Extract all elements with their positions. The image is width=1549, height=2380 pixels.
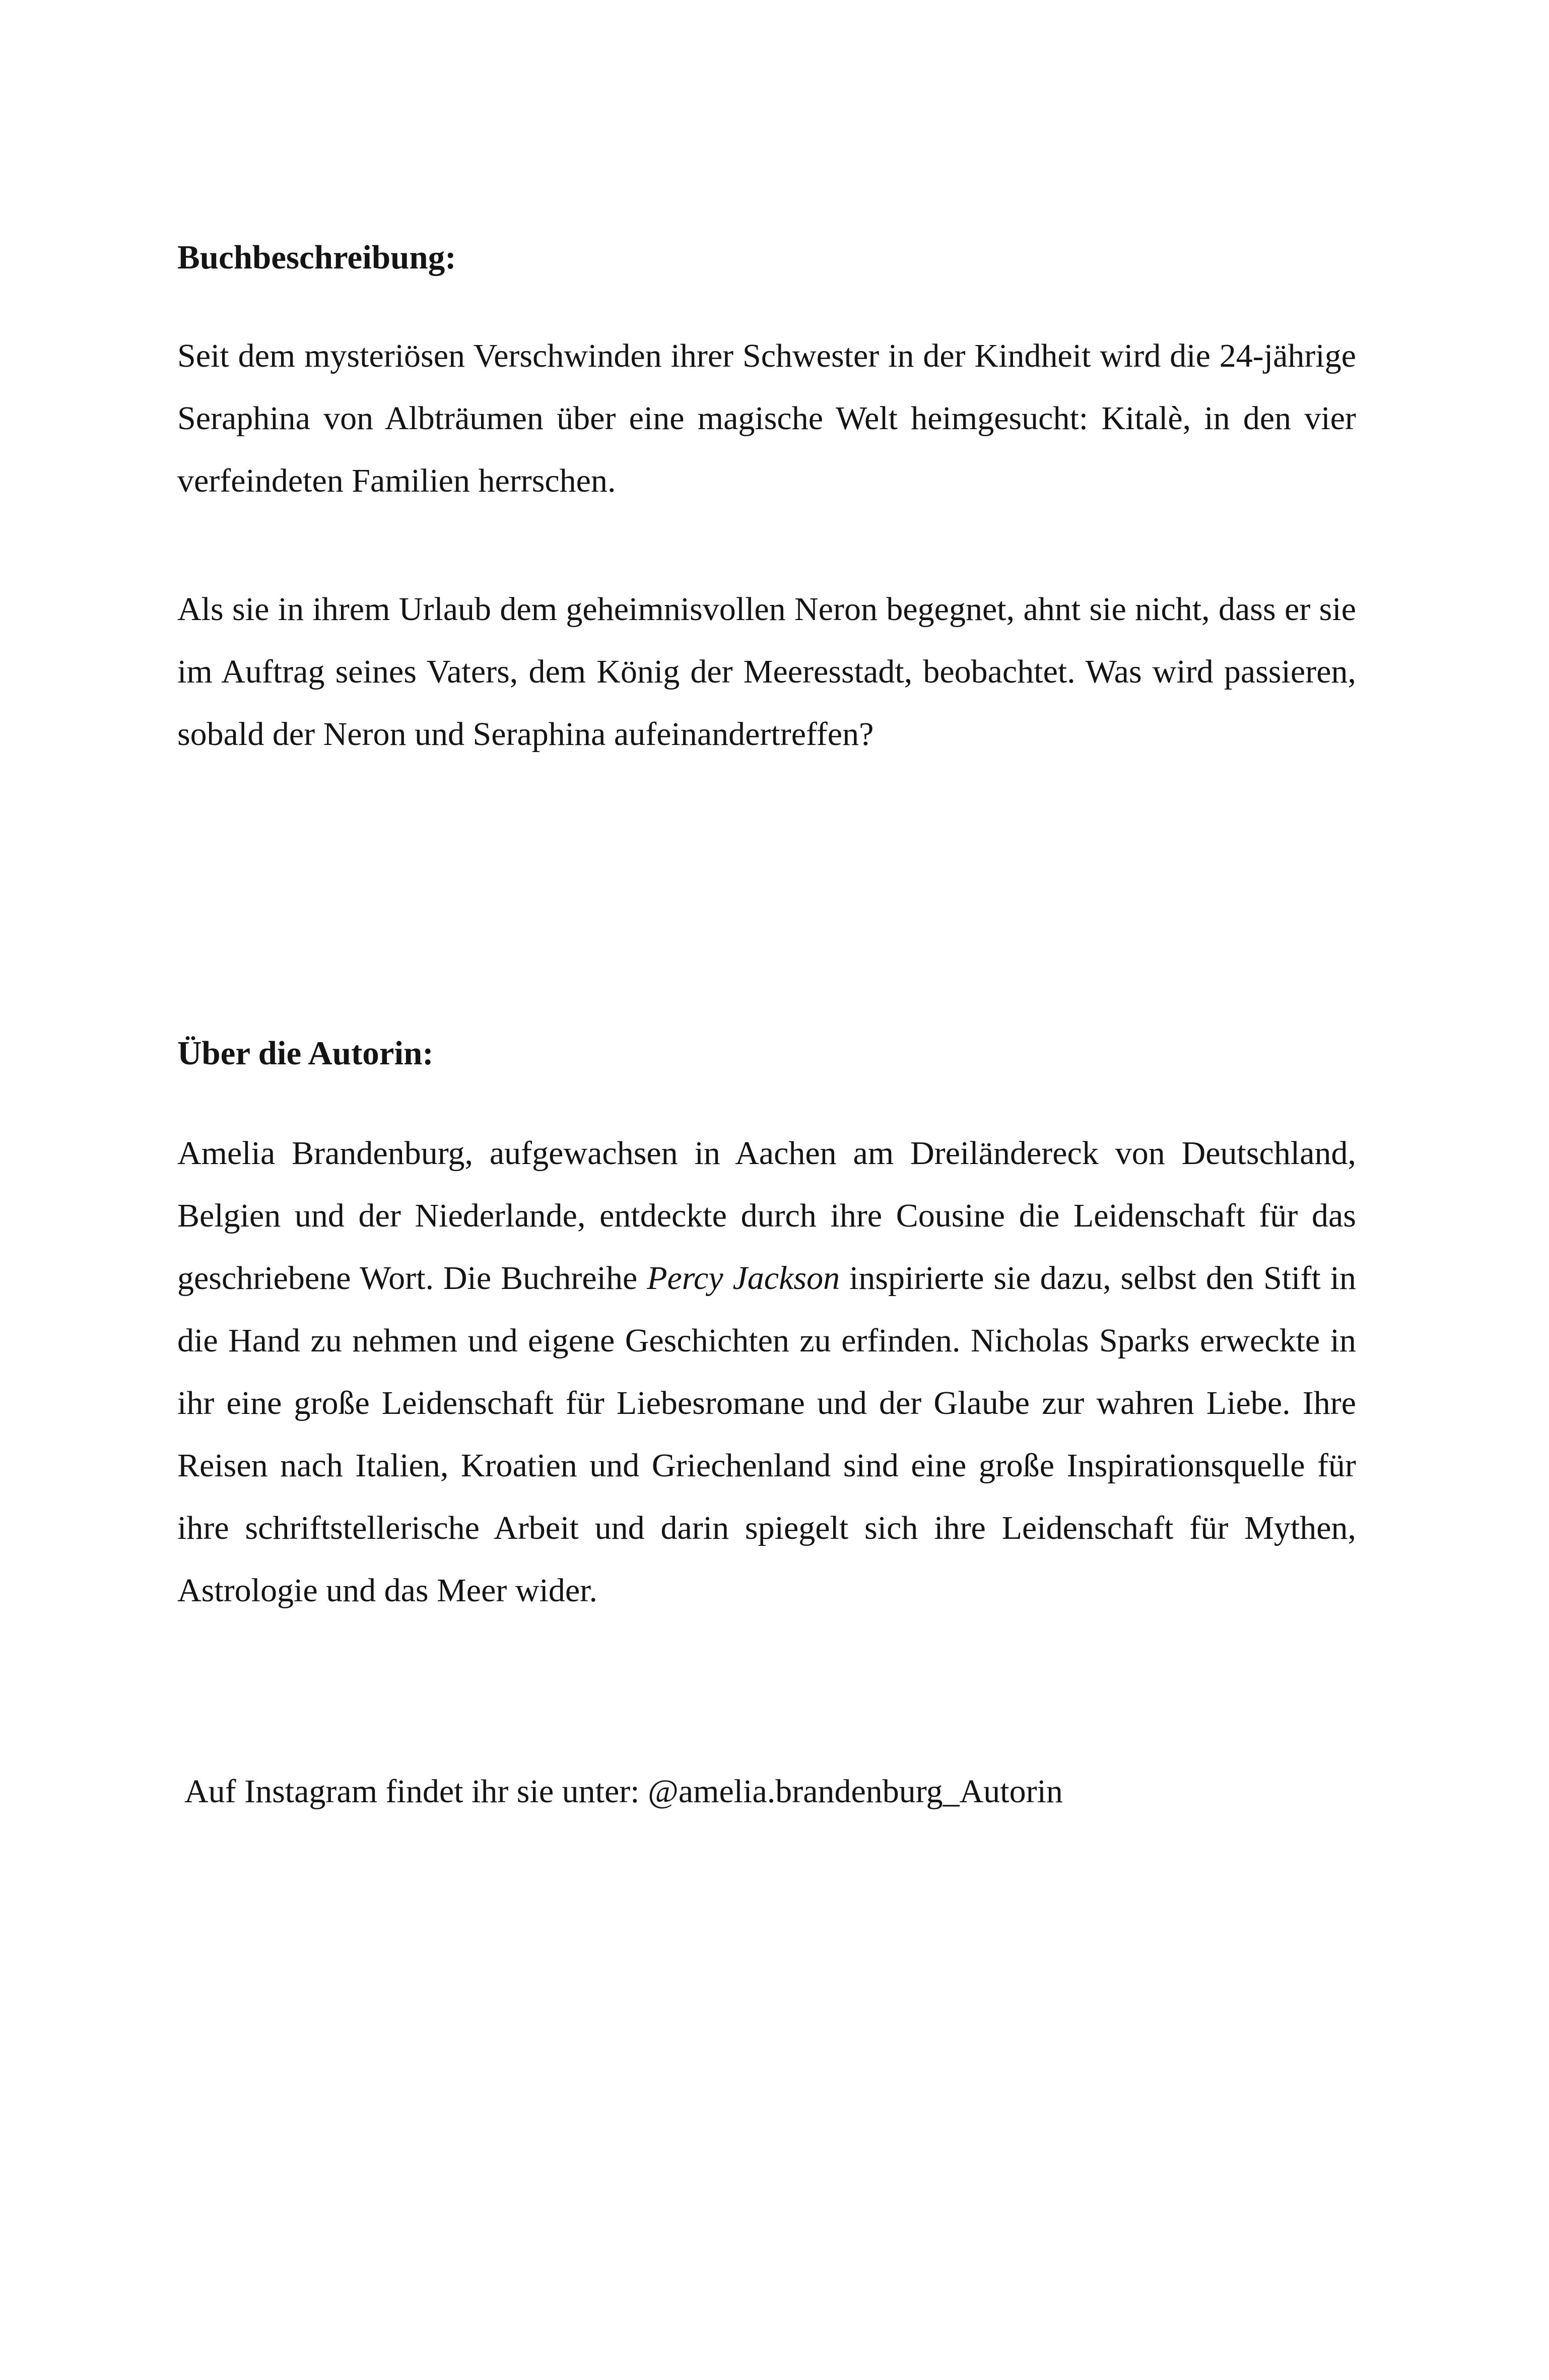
about-author-heading: Über die Autorin: <box>177 1035 434 1072</box>
about-author-paragraph <box>177 1122 1356 1622</box>
instagram-line: Auf Instagram findet ihr sie unter: @amelia.brandenburg_Autorin <box>184 1773 1063 1810</box>
about-author-text-part-1: Amelia Brandenburg, aufgewachsen in Aachen am Dreiländereck von Deutschland, Belgien und der Niederlande, entdeckte durch ihre Cousine die Leidenschaft für das geschriebene Wort. Die Buchreihe <box>177 1135 1356 1297</box>
book-title-percy-jackson: Percy Jackson <box>647 1260 840 1297</box>
book-description-paragraph-2: Als sie in ihrem Urlaub dem geheimnisvollen Neron begegnet, ahnt sie nicht, dass er sie im Auftrag seines Vaters, dem König der Meeresstadt, beobachtet. Was wird passieren, sobald der Neron und Seraphina aufeinandertreffen? <box>177 591 1356 753</box>
book-description-paragraph-1: Seit dem mysteriösen Verschwinden ihrer Schwester in der Kindheit wird die 24-jährige Seraphina von Albträumen über eine magische Welt heimgesucht: Kitalè, in den vier verfeindeten Familien herrschen. <box>177 337 1356 499</box>
book-description-heading: Buchbeschreibung: <box>177 239 456 276</box>
about-author-text-part-2: inspirierte sie dazu, selbst den Stift in die Hand zu nehmen und eigene Geschichten zu erfinden. Nicholas Sparks erweckte in ihr eine große Leidenschaft für Liebesromane und der Glaube zur wahren Liebe. Ihre Reisen nach Italien, Kroatien und Griechenland sind eine große Inspirationsquelle für ihre schriftstellerische Arbeit und darin spiegelt sich ihre Leidenschaft für Mythen, Astrologie und das Meer wider. <box>177 1260 1356 1609</box>
